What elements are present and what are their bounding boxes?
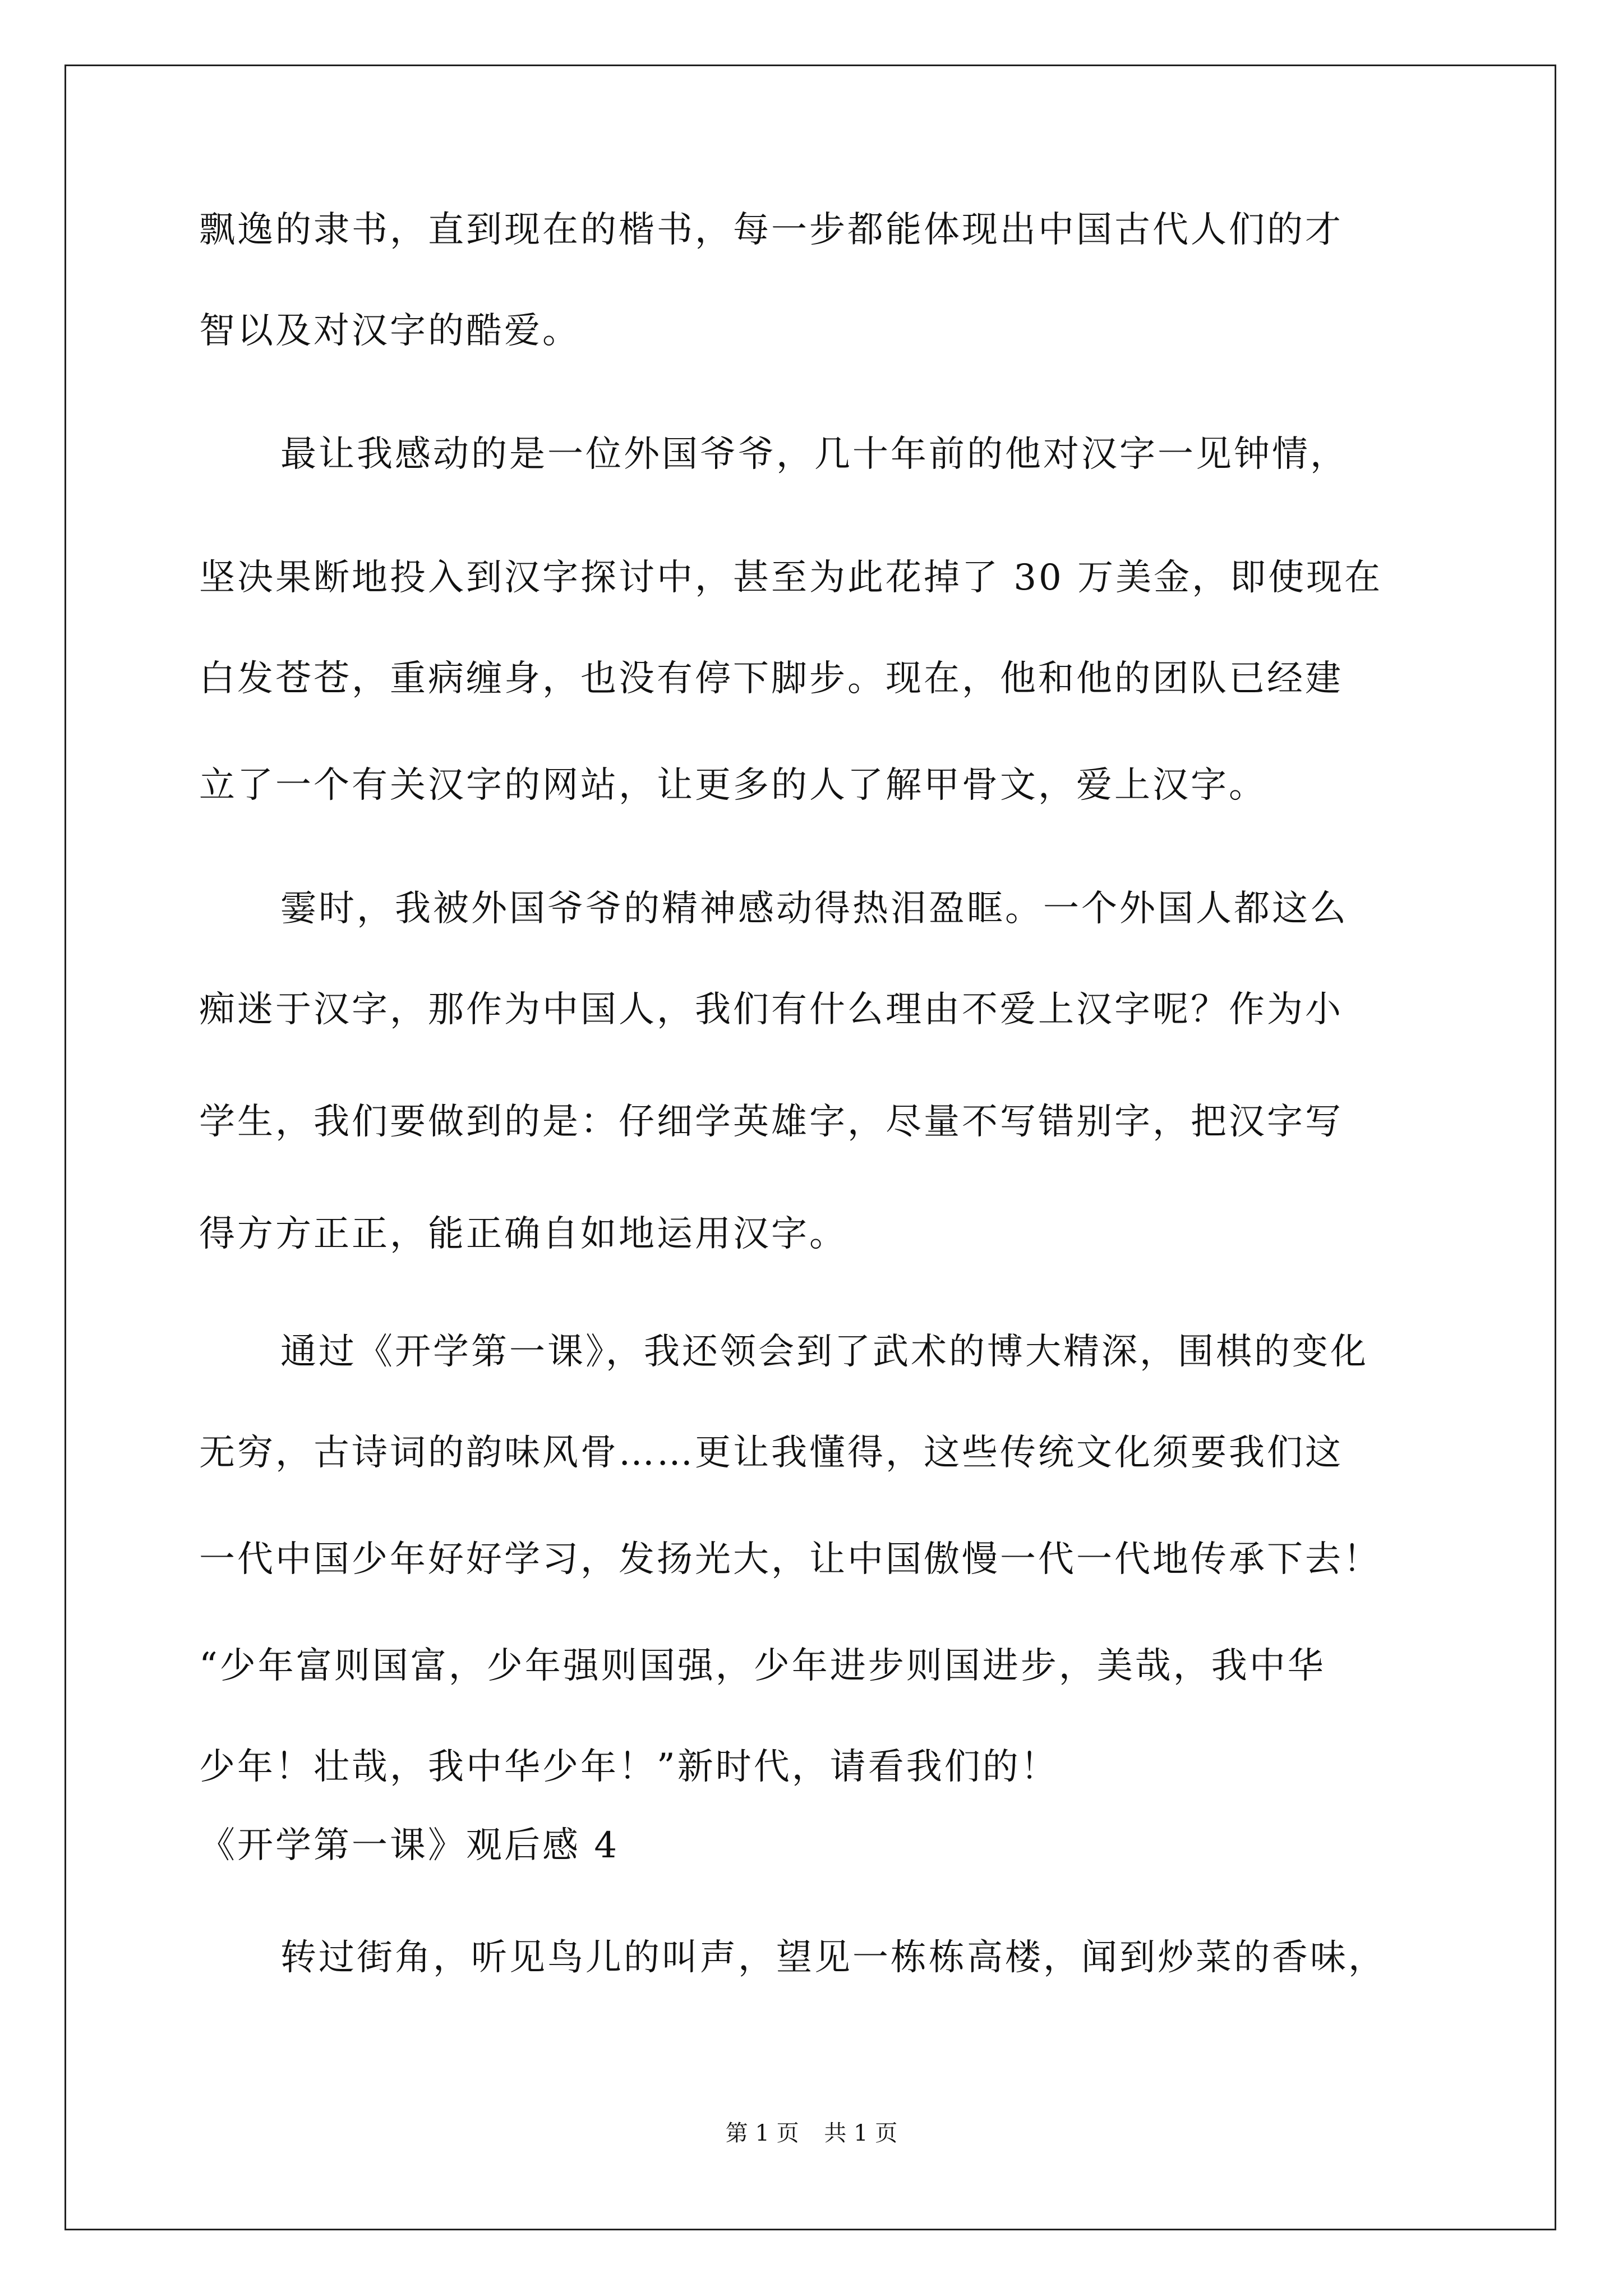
text-line: 学生，我们要做到的是：仔细学英雄字，尽量不写错别字，把汉字写	[199, 1101, 1343, 1143]
text-line: 一代中国少年好好学习，发扬光大，让中国傲慢一代一代地传承下去！	[199, 1539, 1381, 1580]
paragraph-start-line: 通过《开学第一课》，我还领会到了武术的博大精深，围棋的变化	[280, 1331, 1368, 1373]
text-line: 白发苍苍，重病缠身，也没有停下脚步。现在，他和他的团队已经建	[199, 658, 1343, 700]
paragraph-start-line: 转过街角，听见鸟儿的叫声，望见一栋栋高楼，闻到炒菜的香味，	[280, 1937, 1386, 1978]
page-footer	[0, 2119, 1623, 2147]
text-line: 痴迷于汉字，那作为中国人，我们有什么理由不爱上汉字呢？作为小	[199, 989, 1343, 1030]
page-number: 第 1 页	[725, 2120, 799, 2146]
text-line: 少年！壮哉，我中华少年！”新时代，请看我们的！	[199, 1746, 1059, 1788]
page-border	[64, 65, 1556, 2230]
text-line: 飘逸的隶书，直到现在的楷书，每一步都能体现出中国古代人们的才	[199, 209, 1343, 251]
text-line: 智以及对汉字的酷爱。	[199, 310, 580, 352]
text-line: “少年富则国富，少年强则国强，少年进步则国进步，美哉，我中华	[199, 1645, 1326, 1687]
text-line: 无穷，古诗词的韵味风骨……更让我懂得，这些传统文化须要我们这	[199, 1432, 1343, 1474]
paragraph-start-line: 最让我感动的是一位外国爷爷，几十年前的他对汉字一见钟情，	[280, 434, 1348, 475]
text-line: 坚决果断地投入到汉字探讨中，甚至为此花掉了 30 万美金，即使现在	[199, 557, 1383, 599]
paragraph-start-line: 霎时，我被外国爷爷的精神感动得热泪盈眶。一个外国人都这么	[280, 888, 1348, 930]
page-total: 共 1 页	[824, 2120, 898, 2146]
section-heading: 《开学第一课》观后感 4	[199, 1825, 620, 1866]
text-line: 得方方正正，能正确自如地运用汉字。	[199, 1213, 847, 1255]
text-line: 立了一个有关汉字的网站，让更多的人了解甲骨文，爱上汉字。	[199, 765, 1267, 806]
